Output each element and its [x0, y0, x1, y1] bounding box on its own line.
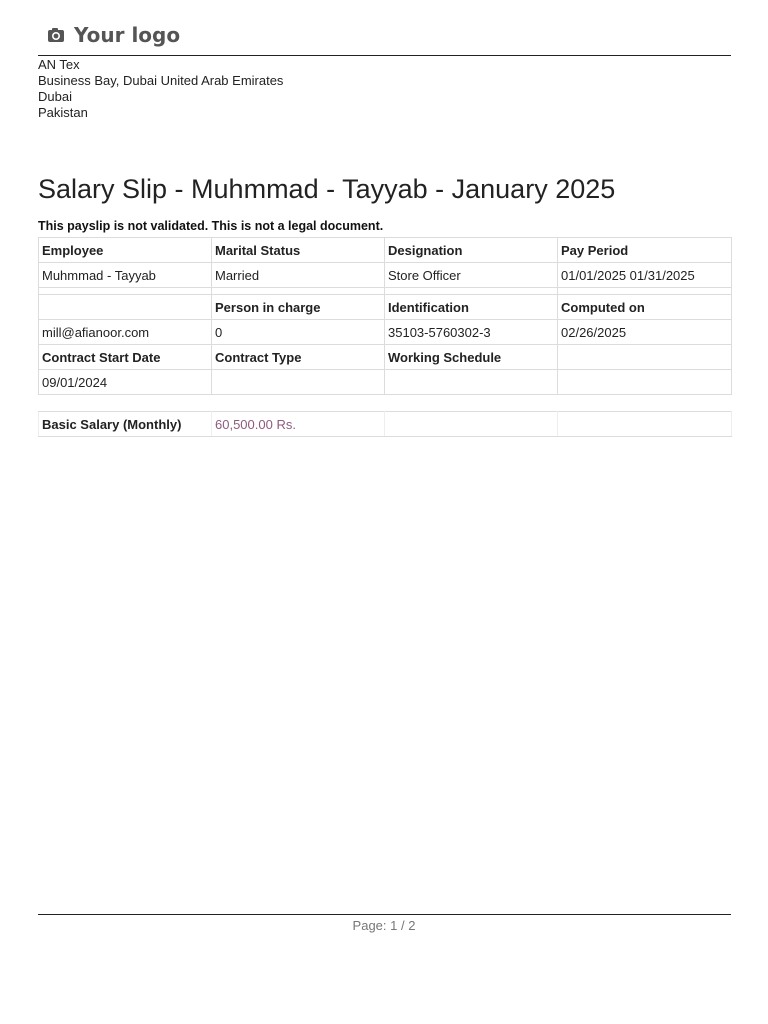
computed-on-label: Computed on	[558, 295, 732, 320]
spacer-cell	[39, 288, 212, 295]
company-logo	[46, 22, 180, 48]
basic-salary-amount: 60,500.00 Rs.	[212, 412, 385, 437]
table-row	[39, 263, 732, 288]
spacer-cell	[558, 288, 732, 295]
empty-cell	[39, 295, 212, 320]
table-row	[39, 370, 732, 395]
pay-period-value: 01/01/2025 01/31/2025	[558, 263, 732, 288]
table-row	[39, 295, 732, 320]
validation-notice: This payslip is not validated. This is not a legal document.	[38, 219, 384, 233]
company-address	[38, 57, 283, 121]
table-row	[39, 412, 732, 437]
table-row	[39, 238, 732, 263]
address-country: Pakistan	[38, 105, 88, 120]
salary-table	[38, 411, 732, 437]
designation-value: Store Officer	[385, 263, 558, 288]
document-title: Salary Slip - Muhmmad - Tayyab - January 2025	[38, 174, 616, 204]
table-row	[39, 345, 732, 370]
working-schedule-label: Working Schedule	[385, 345, 558, 370]
marital-status-label: Marital Status	[212, 238, 385, 263]
pay-period-label: Pay Period	[558, 238, 732, 263]
table-spacer-row	[39, 288, 732, 295]
contract-type-label: Contract Type	[212, 345, 385, 370]
email-value: mill@afianoor.com	[39, 320, 212, 345]
employee-value: Muhmmad - Tayyab	[39, 263, 212, 288]
identification-label: Identification	[385, 295, 558, 320]
person-in-charge-value: 0	[212, 320, 385, 345]
empty-cell	[385, 412, 558, 437]
spacer-cell	[385, 288, 558, 295]
address-city: Dubai	[38, 89, 72, 104]
spacer-cell	[212, 288, 385, 295]
empty-cell	[212, 370, 385, 395]
identification-value: 35103-5760302-3	[385, 320, 558, 345]
footer-divider	[38, 914, 731, 915]
basic-salary-label: Basic Salary (Monthly)	[39, 412, 212, 437]
designation-label: Designation	[385, 238, 558, 263]
table-row	[39, 320, 732, 345]
header-divider	[38, 55, 731, 56]
logo-text: Your logo	[74, 23, 181, 47]
page-number: Page: 1 / 2	[352, 918, 416, 933]
person-in-charge-label: Person in charge	[212, 295, 385, 320]
empty-cell	[558, 370, 732, 395]
camera-icon	[46, 25, 66, 45]
company-name: AN Tex	[38, 57, 80, 72]
empty-cell	[385, 370, 558, 395]
empty-cell	[558, 412, 732, 437]
computed-on-value: 02/26/2025	[558, 320, 732, 345]
empty-cell	[558, 345, 732, 370]
marital-status-value: Married	[212, 263, 385, 288]
employee-label: Employee	[39, 238, 212, 263]
address-line: Business Bay, Dubai United Arab Emirates	[38, 73, 284, 88]
contract-start-label: Contract Start Date	[39, 345, 212, 370]
contract-start-value: 09/01/2024	[39, 370, 212, 395]
employee-info-table	[38, 237, 732, 395]
